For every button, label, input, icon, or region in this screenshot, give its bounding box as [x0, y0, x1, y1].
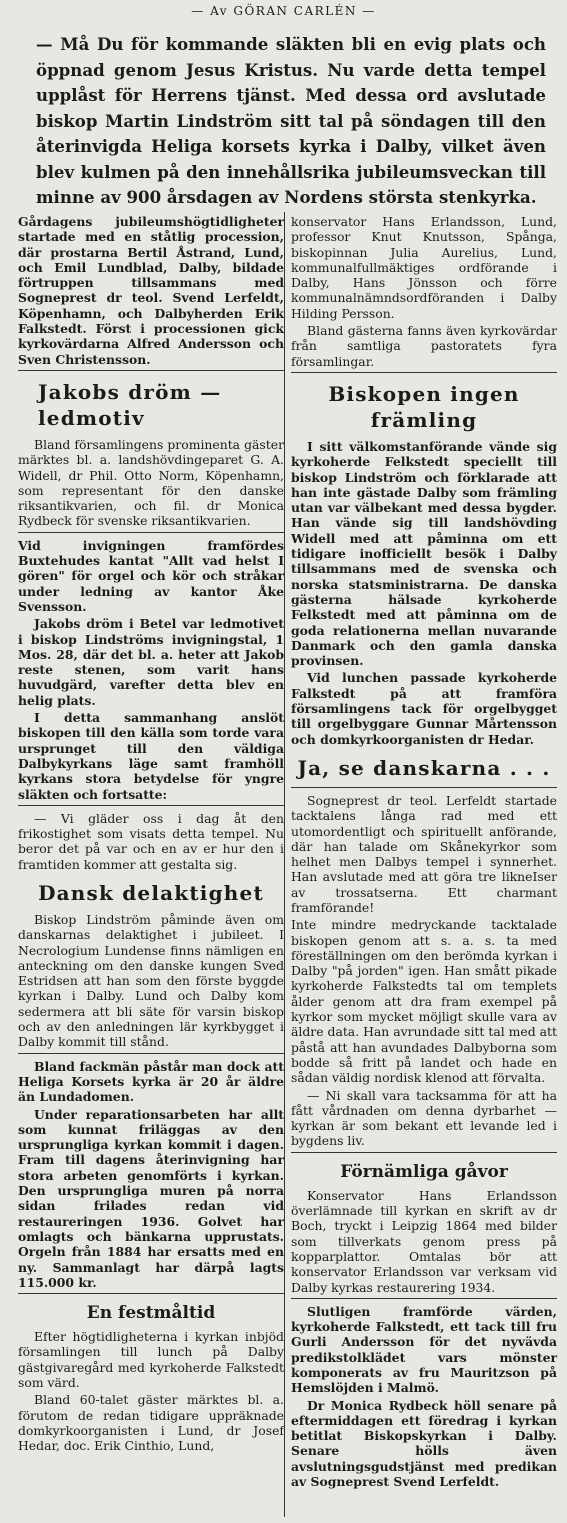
subheading: En festmåltid: [86, 1303, 216, 1324]
paragraph: Vid lunchen passade kyrkoherde Falkstedt på att framföra församlingens tack för orgelbygget till orgelbyggare Gunnar Mårtensson och domkyrkoorganisten dr Hedar.: [291, 670, 557, 747]
lead-paragraph: — Må Du för kommande släkten bli en evig plats och öppnad genom Jesus Kristus. Nu varde detta tempel upplåst för Herrens tjänst. Med dessa ord avslutade biskop Martin Lindström sitt tal på söndagen till den återinvigda Heliga korsets kyrka i Dalby, vilket även blev kulmen på den innehållsrika jubileumsveckan till minne av 900 årsdagen av Nordens största stenkyrka.: [36, 34, 546, 207]
divider: [18, 1293, 284, 1294]
paragraph: Slutligen framförde värden, kyrkoherde Falkstedt, ett tack till fru Gurli Andersson för det nyvävda predikstolklädet vars mönster komponerats av fru Mauritzson på Hemslöjden i Malmö.: [291, 1303, 557, 1396]
paragraph: Sogneprest dr teol. Lerfeldt startade tacktalens långa rad med ett utomordentligt och spirituellt anförande, där han talade om Skånekyrkor som helhet men Dalbys tempel i synnerhet. Han avslutade med att göra tre likneIser av trossatserna. Ett charmant framförande!: [291, 792, 557, 915]
subheading: Ja, se danskarna . . .: [297, 755, 551, 780]
subheading: Förnämliga gåvor: [340, 1161, 508, 1182]
divider: [18, 1053, 284, 1054]
paragraph: Under reparationsarbeten har allt som kunnat friläggas av den ursprungliga kyrkan kommit i dagen. Fram till dagens återinvigning har stora arbeten genomförts i kyrkan. Den ursprungliga muren på norra sidan frilades redan vid restaureringen 1936. Golvet har omlagts och bänkarna upprustats. Orgeln från 1884 har ersatts med en ny. Sammanlagt har därpå lagts 115.000 kr.: [18, 1106, 284, 1290]
paragraph: Biskop Lindström påminde även om danskarnas delaktighet i jubileet. I Necrologium Lundense finns nämligen en anteckning om den danske kungen Sved Estridsen att han som den förste byggde kyrkan i Dalby. Lund och Dalby kom sedermera att bli säte för varsin biskop och av den anledningen lär kyrkbygget i Dalby kommit till stånd.: [18, 911, 284, 1050]
paragraph: I detta sammanhang anslöt biskopen till den källa som torde vara ursprunget till den väldiga Dalbykyrkans läge samt framhöll kyrkans stora betydelse för yngre släkten och fortsatte:: [18, 710, 284, 802]
divider: [18, 532, 284, 533]
divider: [18, 370, 284, 371]
paragraph: Inte mindre medryckande tacktalade biskopen genom att s. a. s. ta med föreställningen om den berömda kyrkan i Dalby "på jorden" igen. Han smått pikade kyrkoherde Falkstedts tal om templets ålder genom att dra fram exempel på kyrkor som mycket möjligt skulle vara av äldre data. Han avrundade sitt tal med att påstå att han avundades Dalbyborna som bodde så fritt på landet och hade en sådan väldig nordisk klenod att förvalta.: [291, 917, 557, 1086]
divider: [291, 372, 557, 373]
paragraph: — Ni skall vara tacksamma för att ha fått vårdnaden om denna dyrbarhet — kyrkan är som bekant ett levande led i bygdens liv.: [291, 1087, 557, 1149]
paragraph: Dr Monica Rydbeck höll senare på eftermiddagen ett föredrag i kyrkan betitlat Biskopskyrkan i Dalby. Senare hölls även avslutningsgudstjänst med predikan av Sogneprest Svend Lerfeldt.: [291, 1397, 557, 1490]
divider: [18, 805, 284, 806]
paragraph: Jakobs dröm i Betel var ledmotivet i biskop Lindströms invigningstal, 1 Mos. 28, där det bl. a. heter att Jakob reste stenen, som varit hans huvudgärd, varefter detta blev en helig plats.: [18, 616, 284, 708]
paragraph: Bland 60-talet gäster märktes bl. a. förutom de redan tidigare uppräknade domkyrkoorganisten i Lund, dr Josef Hedar, doc. Erik Cinthio, Lund,: [18, 1392, 284, 1454]
paragraph: Vid invigningen framfördes Buxtehudes kantat "Allt vad helst I gören" för orgel och kör och stråkar under ledning av kantor Åke Svensson.: [18, 537, 284, 614]
paragraph: Gårdagens jubileumshögtidligheter startade med en ståtlig procession, där prostarna Bertil Åstrand, Lund, och Emil Lundblad, Dalby, bildade förtruppen tillsammans med Sogneprest dr teol. Svend Lerfeldt, Köpenhamn, och Dalbyherden Erik Falkstedt. Först i processionen gick kyrkovärdarna Alfred Andersson och Sven Christensson.: [18, 214, 284, 367]
divider: [291, 1298, 557, 1299]
paragraph: Bland fackmän påstår man dock att Heliga Korsets kyrka är 20 år äldre än Lundadomen.: [18, 1058, 284, 1105]
paragraph: — Vi gläder oss i dag åt den frikostighet som visats detta tempel. Nu beror det på var och en av er hur den i framtiden kommer att gestalta sig.: [18, 810, 284, 872]
column-divider: [284, 212, 285, 1517]
paragraph: Bland församlingens prominenta gäster märktes bl. a. landshövdingeparet G. A. Widell, dr Phil. Otto Norm, Köpenhamn, som representant för den danske riksantikvarien, och fil. dr Monica Rydbeck för svenske riksantikvarien.: [18, 436, 284, 529]
paragraph: I sitt välkomstanförande vände sig kyrkoherde Felkstedt speciellt till biskop Lindström och förklarade att han inte gästade Dalby som främling utan var välbekant med dessa bygder. Han vände sig till landshövding Widell med att påminna om ett tidigare inofficiellt besök i Dalby tillsammans med de svenska och norska statsministrarna. De danska gästerna hälsade kyrkoherde Felkstedt med att påminna om de goda relationerna mellan nuvarande Danmark och den gamla danska provinsen.: [291, 438, 557, 669]
left-column: [18, 214, 284, 1455]
divider: [291, 787, 557, 788]
paragraph: Konservator Hans Erlandsson överlämnade till kyrkan en skrift av dr Boch, tryckt i Leipzig 1864 med bilder som tillverkats genom press på kopparplattor. Omtalas bör att konservator Erlandsson var verksam vid Dalby kyrkas restaurering 1934.: [291, 1187, 557, 1295]
paragraph: konservator Hans Erlandsson, Lund, professor Knut Knutsson, Spånga, biskopinnan Julia Aurelius, Lund, kommunalfullmäktiges ordförande i Dalby, Hans Jönsson och förre kommunalnämndsordföranden i Dalby Hilding Persson.: [291, 214, 557, 321]
right-column: [291, 214, 557, 1491]
byline: — Av GÖRAN CARLÉN —: [191, 4, 376, 18]
subheading: Jakobs dröm — ledmotiv: [38, 379, 222, 430]
divider: [291, 1152, 557, 1153]
paragraph: Efter högtidligheterna i kyrkan inbjöd församlingen till lunch på Dalby gästgivaregård med kyrkoherde Falkstedt som värd.: [18, 1329, 284, 1390]
subheading: Dansk delaktighet: [38, 880, 264, 905]
paragraph: Bland gästerna fanns även kyrkovärdar från samtliga pastoratets fyra församlingar.: [291, 323, 557, 369]
subheading: Biskopen ingen främling: [328, 381, 520, 432]
